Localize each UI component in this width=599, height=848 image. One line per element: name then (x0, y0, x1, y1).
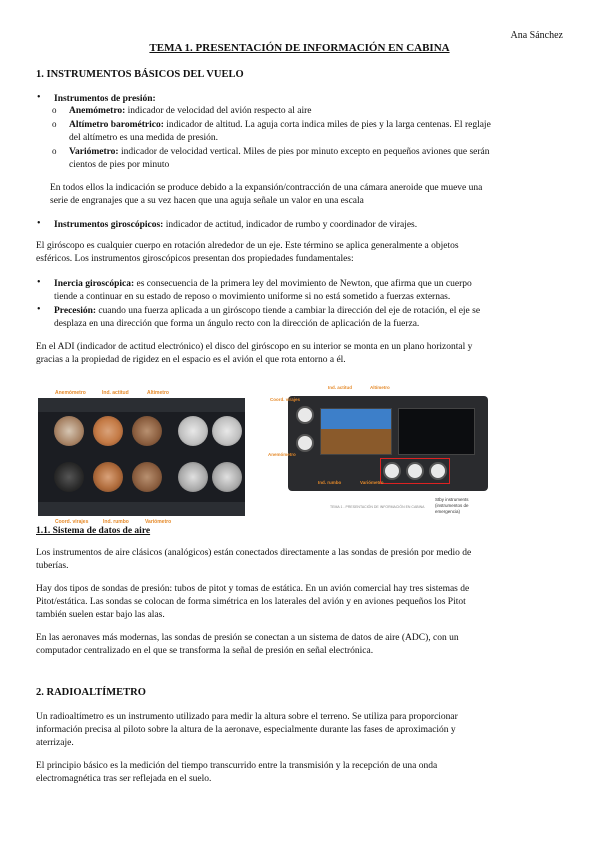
bullet-icon: • (37, 304, 41, 315)
label-r-coord-virajes: Coord. virajes (270, 397, 301, 402)
prop-precesion-cont: desplaza en una dirección que forma un ángulo recto con la dirección de aplicación de la fuerza. (54, 319, 420, 329)
attitude-gauge-icon (93, 416, 123, 446)
glass-cockpit-photo (268, 376, 500, 516)
s2-p1-line2: información precisa al piloto sobre la altura de la aeronave, especialmente durante las fases de aproximación y (36, 725, 456, 735)
label-ind-actitud: Ind. actitud (102, 390, 129, 396)
item-variometro: Variómetro: indicador de velocidad vertical. Miles de pies por minuto excepto en pequeños aviones que serán (69, 147, 490, 157)
giro-paragraph-1: El giróscopo es cualquier cuerpo en rotación alrededor de un eje. Este término se aplica generalmente a objetos (36, 241, 459, 251)
circle-bullet-icon: o (52, 105, 57, 115)
section-heading-2: 2. RADIOALTÍMETRO (36, 687, 146, 698)
label-r-anemometro: Anemómetro (268, 452, 296, 457)
label-r-altimetro: Altímetro (370, 385, 390, 390)
adi-paragraph-1: En el ADI (indicador de actitud electrónico) el disco del giróscopo en su interior se monta en un plano horizontal y (36, 342, 473, 352)
s11-p3-line2: computador centralizado en el que se transforma la señal de presión en señal electrónica. (36, 646, 374, 656)
item-altimetro: Altímetro barométrico: indicador de altitud. La aguja corta indica miles de pies y la larga centenas. El reglaje (69, 120, 491, 130)
prop-precesion: Precesión: cuando una fuerza aplicada a un giróscopo tiende a cambiar la dirección del eje de rotación, el eje se (54, 306, 481, 316)
item-anemometro: Anemómetro: indicador de velocidad del avión respecto al aire (69, 106, 312, 116)
stby-label-1: Stby instruments (435, 497, 469, 502)
giro-paragraph-2: esféricos. Los instrumentos giroscópicos presentan dos propiedades fundamentales: (36, 254, 354, 264)
circle-bullet-icon: o (52, 119, 57, 129)
s11-p1-line1: Los instrumentos de aire clásicos (analógicos) están conectados directamente a las sondas de presión por medio de (36, 548, 472, 558)
circle-bullet-icon: o (52, 146, 57, 156)
bullet-icon: • (37, 92, 41, 103)
label-coord-virajes: Coord. virajes (55, 519, 89, 525)
adi-paragraph-2: gracias a la propiedad de rigidez en el espacio es el avión el que rota entorno a él. (36, 355, 346, 365)
stby-highlight-box (380, 458, 450, 484)
label-r-ind-rumbo: Ind. rumbo (318, 480, 342, 485)
s11-p2-line1: Hay dos tipos de sondas de presión: tubos de pitot y tomas de estática. En un avión comercial hay tres sistemas de (36, 584, 470, 594)
bullet-giroscopicos: Instrumentos giroscópicos: indicador de actitud, indicador de rumbo y coordinador de virajes. (54, 220, 418, 230)
bullet-icon: • (37, 218, 41, 229)
label-variometro: Variómetro (145, 519, 172, 525)
s11-p1-line2: tuberías. (36, 561, 69, 571)
s2-p2-line2: electromagnética tras ser reflejada en el suelo. (36, 774, 212, 784)
s11-p2-line3: también suelen estar bajo las alas. (36, 610, 165, 620)
figure-caption: TEMA 1 - PRESENTACIÓN DE INFORMACIÓN EN CABINA (330, 505, 425, 509)
airspeed-gauge-icon (54, 416, 84, 446)
bullet-icon: • (37, 277, 41, 288)
label-ind-rumbo: Ind. rumbo (103, 519, 129, 525)
subsection-heading-1-1: 1.1. Sistema de datos de aire (36, 526, 151, 536)
pfd-screen (320, 408, 392, 455)
prop-inercia-cont: tiende a continuar en su estado de reposo o movimiento uniforme si no está sometido a fuerzas externas. (54, 292, 451, 302)
note-line-1: En todos ellos la indicación se produce debido a la expansión/contracción de una cámara aneroide que mueve una (50, 183, 483, 193)
label-r-ind-actitud: Ind. actitud (328, 385, 352, 390)
label-altimetro: Altímetro (147, 390, 169, 396)
mfd-screen (398, 408, 475, 455)
s11-p3-line1: En las aeronaves más modernas, las sondas de presión se conectan a un sistema de datos de aire (ADC), con un (36, 633, 459, 643)
turn-coordinator-icon (54, 462, 84, 492)
cockpit-six-pack-photo (38, 398, 245, 516)
s11-p2-line2: Pitot/estática. Las sondas se colocan de forma simétrica en los laterales del avión y en aviones pequeños los Pitot (36, 597, 466, 607)
item-altimetro-cont: del altímetro es una medida de presión. (69, 133, 219, 143)
label-anemometro: Anemómetro (55, 390, 86, 396)
note-line-2: serie de engranajes que a su vez hacen que una aguja señale un valor en una escala (50, 196, 364, 206)
page-title: TEMA 1. PRESENTACIÓN DE INFORMACIÓN EN CABINA (149, 42, 450, 54)
altimeter-gauge-icon (132, 416, 162, 446)
section-heading-1: 1. INSTRUMENTOS BÁSICOS DEL VUELO (36, 69, 244, 80)
stby-label-2: (instrumentos de (435, 503, 469, 508)
bullet-presion: Instrumentos de presión: (54, 94, 156, 104)
item-variometro-cont: cientos de pies por minuto (69, 160, 170, 170)
label-r-variometro: Variómetro (360, 480, 384, 485)
s2-p1-line1: Un radioaltímetro es un instrumento utilizado para medir la altura sobre el terreno. Se utiliza para proporcionar (36, 712, 458, 722)
stby-label-3: emergencia) (435, 509, 461, 514)
heading-gauge-icon (93, 462, 123, 492)
s2-p1-line3: aterrizaje. (36, 738, 74, 748)
variometer-gauge-icon (132, 462, 162, 492)
s2-p2-line1: El principio básico es la medición del tiempo transcurrido entre la transmisión y la recepción de una onda (36, 761, 438, 771)
author-name: Ana Sánchez (510, 30, 563, 41)
prop-inercia: Inercia giroscópica: es consecuencia de la primera ley del movimiento de Newton, que afirma que un cuerpo (54, 279, 472, 289)
